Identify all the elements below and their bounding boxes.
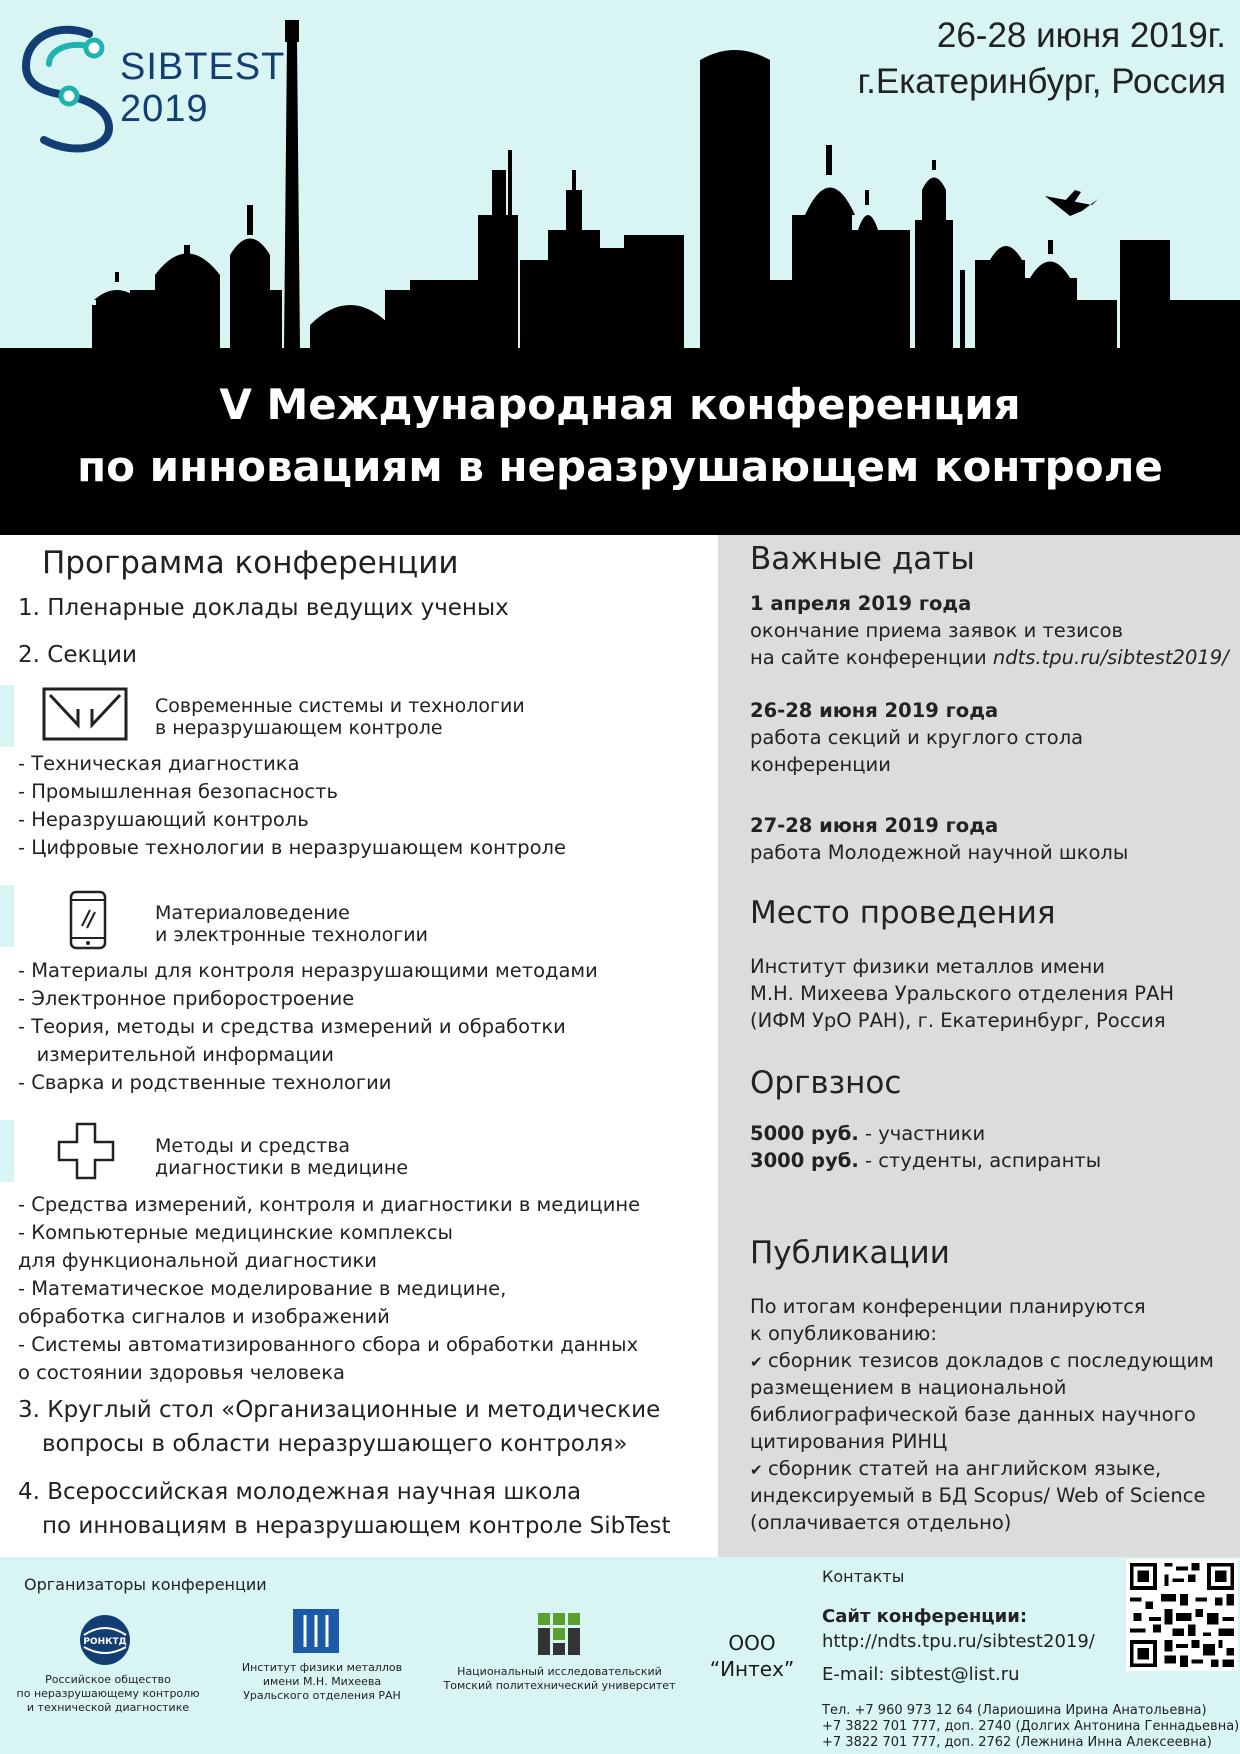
list-item: - Системы автоматизированного сбора и обработки данных	[18, 1333, 639, 1356]
site-label: Сайт конференции:	[822, 1606, 1028, 1627]
fee-students	[750, 1147, 1101, 1174]
contacts-label: Контакты	[822, 1567, 905, 1586]
publications-intro: к опубликованию:	[750, 1322, 937, 1345]
section-marker	[0, 885, 14, 947]
venue-line3: (ИФМ УрО РАН), г. Екатеринбург, Россия	[750, 1009, 1166, 1032]
publications-heading: Публикации	[750, 1235, 950, 1271]
list-item: - Материалы для контроля неразрушающими методами	[18, 959, 598, 982]
list-item: - Теория, методы и средства измерений и обработки	[18, 1015, 566, 1038]
org-3-line: Национальный исследовательский	[457, 1665, 662, 1678]
publications-bullet-2	[750, 1455, 1161, 1484]
email-row	[822, 1664, 1020, 1685]
bullet-text: индексируемый в БД Scopus/ Web of Science	[750, 1484, 1206, 1507]
list-item: - Цифровые технологии в неразрушающем контроле	[18, 836, 566, 859]
bullet-text: размещением в национальной	[750, 1376, 1067, 1399]
bullet-text: сборник статей на английском языке,	[768, 1457, 1162, 1480]
program-item-sections: 2. Секции	[18, 642, 137, 668]
email-link[interactable]: sibtest@list.ru	[890, 1664, 1020, 1685]
conference-title-line2: по инновациям в неразрушающем контроле	[77, 442, 1163, 491]
date-2: 26-28 июня 2019 года	[750, 699, 999, 722]
venue-line2: М.Н. Михеева Уральского отделения РАН	[750, 982, 1175, 1005]
org-1-line: Российское общество	[45, 1673, 171, 1686]
section-marker	[0, 685, 14, 747]
info-column	[718, 535, 1240, 1557]
org-2-line: имени М.Н. Михеева	[262, 1675, 382, 1688]
fee-amount: 5000 руб.	[750, 1122, 859, 1145]
title-band	[0, 348, 1240, 535]
program-heading: Программа конференции	[42, 545, 459, 581]
section-1-title-line2: в неразрушающем контроле	[155, 717, 443, 739]
bullet-text: библиографической базе данных научного	[750, 1403, 1196, 1426]
important-dates-heading: Важные даты	[750, 541, 975, 577]
list-item: о состоянии здоровья человека	[18, 1361, 345, 1384]
header	[0, 0, 1240, 350]
check-icon: ✔	[750, 1353, 763, 1371]
logo-year: 2019	[120, 88, 209, 130]
list-item: обработка сигналов и изображений	[18, 1305, 390, 1328]
phone-line: Тел. +7 960 973 12 64 (Лариошина Ирина Анатольевна)	[822, 1703, 1207, 1718]
email-label: E-mail:	[822, 1664, 891, 1685]
list-item: - Электронное приборостроение	[18, 987, 355, 1010]
section-3-title-line2: диагностики в медицине	[155, 1157, 409, 1179]
fee-heading: Оргвзнос	[750, 1065, 902, 1101]
date-2-desc-line2: конференции	[750, 753, 891, 776]
phone-line: +7 3822 701 777, доп. 2740 (Долгих Антонина Геннадьевна)	[822, 1719, 1240, 1734]
section-1-title-line1: Современные системы и технологии	[155, 695, 525, 717]
org-1-line: и технической диагностике	[26, 1701, 190, 1714]
conference-site-link[interactable]: ndts.tpu.ru/sibtest2019/	[992, 646, 1229, 669]
conference-title-line1: V Международная конференция	[219, 380, 1021, 429]
publications-intro: По итогам конференции планируются	[750, 1295, 1146, 1318]
list-item: для функциональной диагностики	[18, 1249, 377, 1272]
phone-line: +7 3822 701 777, доп. 2762 (Лежнина Инна Алексеевна)	[822, 1735, 1212, 1750]
date-1-desc-line2	[750, 644, 1229, 671]
venue-line1: Институт физики металлов имени	[750, 955, 1105, 978]
list-item: - Неразрушающий контроль	[18, 808, 309, 831]
org-4-line: ООО	[728, 1631, 776, 1655]
conference-city: г.Екатеринбург, Россия	[857, 62, 1226, 101]
program-item-roundtable-line1: 3. Круглый стол «Организационные и методические	[18, 1397, 661, 1423]
program-column	[0, 535, 718, 1557]
qr-code-icon[interactable]	[1126, 1559, 1238, 1671]
check-icon: ✔	[750, 1461, 763, 1479]
date-2-desc: работа секций и круглого стола	[750, 726, 1084, 749]
list-item: - Промышленная безопасность	[18, 780, 338, 803]
org-4-line: “Интех”	[709, 1657, 795, 1681]
section-3-title-line1: Методы и средства	[155, 1135, 351, 1157]
bullet-text: цитирования РИНЦ	[750, 1430, 948, 1453]
org-1-line: по неразрушающему контролю	[16, 1687, 200, 1700]
fee-amount: 3000 руб.	[750, 1149, 859, 1172]
ifm-logo-icon	[293, 1609, 339, 1653]
list-item: - Математическое моделирование в медицине,	[18, 1277, 507, 1300]
date-3-desc: работа Молодежной научной школы	[750, 841, 1129, 864]
footer	[0, 1557, 1240, 1754]
bullet-text: (оплачивается отдельно)	[750, 1511, 1012, 1534]
organizers-label: Организаторы конференции	[24, 1575, 267, 1594]
smartphone-icon	[68, 890, 108, 950]
medical-cross-icon	[57, 1122, 115, 1180]
tpu-logo-icon	[538, 1613, 580, 1655]
sibtest-logo-icon	[14, 18, 124, 153]
venue-heading: Место проведения	[750, 895, 1056, 931]
date-1-desc: окончание приема заявок и тезисов	[750, 619, 1123, 642]
fee-participants	[750, 1120, 985, 1147]
list-item: - Компьютерные медицинские комплексы	[18, 1221, 453, 1244]
date-1: 1 апреля 2019 года	[750, 592, 972, 615]
list-item: - Средства измерений, контроля и диагностики в медицине	[18, 1193, 641, 1216]
logo-name: SIBTEST	[120, 46, 286, 88]
date-3: 27-28 июня 2019 года	[750, 814, 999, 837]
org-2-line: Уральского отделения РАН	[243, 1689, 401, 1702]
program-item-school-line2: по инновациям в неразрушающем контроле SibTest	[42, 1513, 671, 1539]
fee-who: - участники	[858, 1122, 986, 1145]
section-marker	[0, 1120, 14, 1182]
fee-who: - студенты, аспиранты	[858, 1149, 1102, 1172]
list-item: измерительной информации	[18, 1043, 334, 1066]
section-2-title-line1: Материаловедение	[155, 902, 350, 924]
section-2-title-line2: и электронные технологии	[155, 924, 428, 946]
arrows-inward-icon	[42, 687, 128, 741]
list-item: - Сварка и родственные технологии	[18, 1071, 392, 1094]
program-item-plenary: 1. Пленарные доклады ведущих ученых	[18, 595, 509, 621]
org-3-line: Томский политехнический университет	[443, 1679, 676, 1692]
bullet-text: сборник тезисов докладов с последующим	[768, 1349, 1214, 1372]
ronktd-logo-icon	[78, 1613, 132, 1667]
conference-dates: 26-28 июня 2019г.	[936, 16, 1226, 55]
program-item-school-line1: 4. Всероссийская молодежная научная школа	[18, 1479, 582, 1505]
list-item: - Техническая диагностика	[18, 752, 300, 775]
publications-bullet-1	[750, 1347, 1214, 1376]
date-1-prefix: на сайте конференции	[750, 646, 993, 669]
site-url-link[interactable]: http://ndts.tpu.ru/sibtest2019/	[822, 1631, 1095, 1652]
program-item-roundtable-line2: вопросы в области неразрушающего контроля»	[42, 1431, 628, 1457]
ronktd-badge-text: РОНКТД	[83, 1637, 127, 1647]
org-2-line: Институт физики металлов	[241, 1661, 403, 1674]
